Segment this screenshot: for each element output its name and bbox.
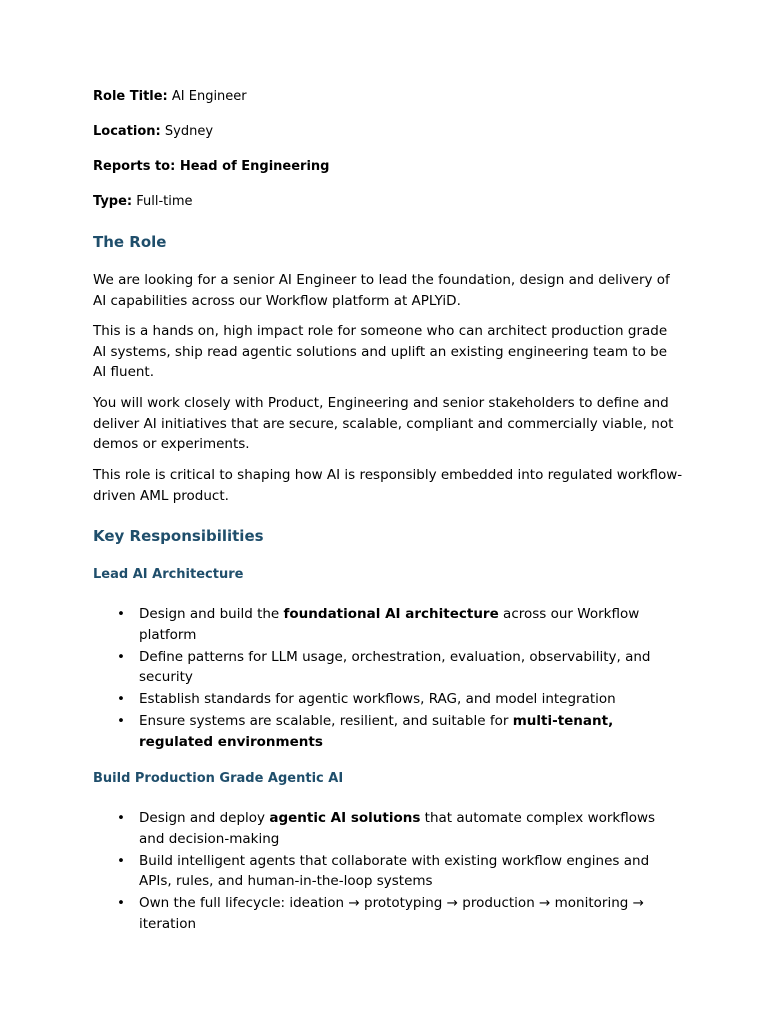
role-paragraph-2: This is a hands on, high impact role for someone who can architect production grade AI systems, ship read agentic solutions and uplift an existing engineering team to be AI fluent. [93, 323, 668, 381]
reports-to-value: Head of Engineering [175, 159, 330, 174]
agentic-ai-heading: Build Production Grade Agentic AI [93, 771, 344, 786]
role-title-label: Role Title: [93, 89, 168, 104]
reports-to-line [93, 158, 329, 176]
location-line [93, 123, 213, 141]
list-item [93, 893, 683, 934]
role-title-value: AI Engineer [167, 89, 247, 104]
location-value: Sydney [160, 124, 214, 139]
role-title-line [93, 88, 247, 106]
bullet-dot: • [117, 648, 125, 665]
location-label: Location: [93, 124, 161, 139]
bullet-bold-text: multi-tenant, regulated environments [139, 713, 614, 751]
list-item [93, 604, 683, 645]
bullet-bold-text: agentic AI solutions [269, 810, 421, 826]
agentic-ai-list [93, 808, 683, 936]
role-paragraph-3: You will work closely with Product, Engineering and senior stakeholders to define and deliver AI initiatives that are secure, scalable, compliant and commercially viable, not demos or experiments. [93, 395, 674, 453]
bullet-text: Design and deploy [139, 810, 270, 826]
role-paragraph-4: This role is critical to shaping how AI is responsibly embedded into regulated workflow-driven AML product. [93, 467, 683, 504]
lead-ai-architecture-list [93, 604, 683, 754]
list-item [93, 647, 683, 688]
reports-to-label: Reports to: [93, 159, 176, 174]
bullet-text: Own the full lifecycle: ideation → prototyping → production → monitoring → iteration [139, 895, 644, 932]
bullet-text: Design and build the [139, 606, 284, 622]
bullet-text-end: that automate complex workflows and decision-making [139, 810, 656, 847]
the-role-heading: The Role [93, 233, 167, 251]
list-item [93, 689, 683, 710]
bullet-bold-text: foundational AI architecture [283, 606, 499, 622]
list-item [93, 851, 683, 892]
bullet-text: Ensure systems are scalable, resilient, and suitable for [139, 713, 513, 730]
bullet-dot: • [117, 895, 125, 912]
lead-ai-architecture-heading: Lead AI Architecture [93, 567, 244, 582]
bullet-dot: • [117, 713, 125, 730]
bullet-text: Build intelligent agents that collaborate with existing workflow engines and APIs, rules, and human-in-the-loop systems [139, 852, 650, 890]
bullet-text: Define patterns for LLM usage, orchestration, evaluation, observability, and security [139, 648, 651, 686]
bullet-dot: • [117, 691, 125, 708]
list-item [93, 808, 683, 849]
key-responsibilities-heading: Key Responsibilities [93, 527, 264, 545]
type-value: Full-time [132, 194, 193, 209]
bullet-text: Establish standards for agentic workflows, RAG, and model integration [139, 691, 616, 708]
bullet-dot: • [117, 852, 125, 869]
list-item [93, 711, 683, 752]
bullet-dot: • [117, 606, 125, 622]
bullet-dot: • [117, 810, 125, 826]
type-line [93, 193, 193, 211]
role-paragraph-1: We are looking for a senior AI Engineer to lead the foundation, design and delivery of AI capabilities across our Workflow platform at APLYiD. [93, 272, 670, 309]
bullet-text-end: across our Workflow platform [139, 606, 640, 643]
type-label: Type: [93, 194, 133, 209]
